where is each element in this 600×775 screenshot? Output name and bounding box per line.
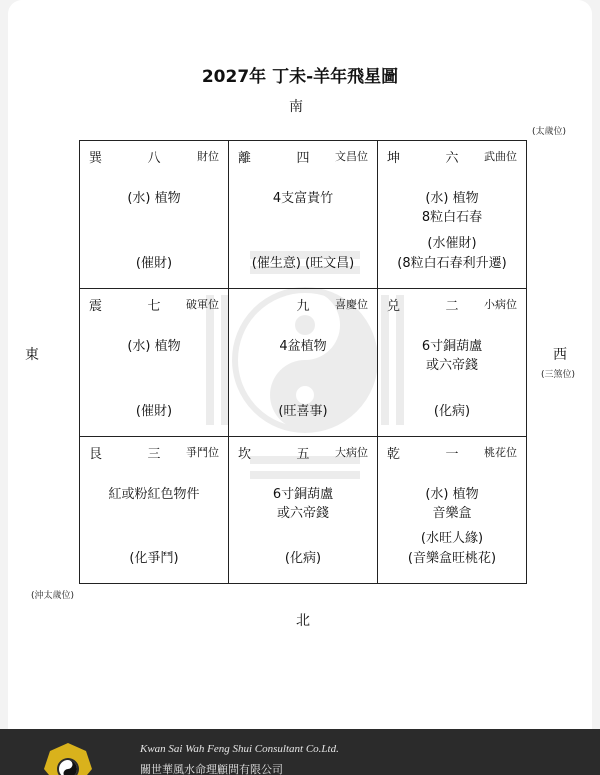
cell-kan — [229, 437, 378, 583]
cell-bottom-text: (水旺人緣) — [420, 531, 484, 546]
cell-zhen — [80, 289, 229, 437]
cell-dui — [378, 289, 526, 437]
company-name-english: Kwan Sai Wah Feng Shui Consultant Co.Ltd. — [140, 743, 339, 755]
bagua-logo-icon — [42, 741, 94, 775]
cell-main-text: 或六帝錢 — [276, 506, 329, 521]
star-number: 七 — [147, 299, 161, 314]
star-number: 二 — [445, 299, 459, 314]
direction-east: 東 — [25, 347, 39, 363]
cell-main-text: 8粒白石春 — [421, 210, 483, 225]
cell-main-text: (水) 植物 — [425, 487, 479, 502]
trigram-label: 坎 — [238, 447, 252, 462]
star-position-label: 武曲位 — [484, 150, 517, 163]
star-number: 三 — [147, 447, 161, 462]
cell-kun — [378, 141, 526, 289]
star-number: 四 — [296, 151, 310, 166]
trigram-label: 巽 — [89, 151, 103, 166]
cell-main-text: (水) 植物 — [127, 339, 181, 354]
cell-bottom-text: (催財) — [135, 404, 173, 419]
star-number: 八 — [147, 151, 161, 166]
flying-star-grid — [79, 140, 527, 584]
page-title: 2027年 丁未-羊年飛星圖 — [201, 67, 399, 87]
cell-main-text: (水) 植物 — [127, 191, 181, 206]
cell-main-text: 4盆植物 — [279, 339, 327, 354]
direction-south: 南 — [289, 99, 303, 115]
star-number: 六 — [445, 151, 459, 166]
cell-main-text: 6寸銅葫盧 — [272, 487, 334, 502]
star-position-label: 破軍位 — [186, 298, 219, 311]
trigram-label: 坤 — [387, 151, 401, 166]
star-number: 五 — [296, 447, 310, 462]
trigram-label: 離 — [238, 151, 252, 166]
cell-main-text: 音樂盒 — [432, 506, 472, 521]
star-number: 九 — [296, 299, 310, 314]
cell-main-text: 6寸銅葫盧 — [421, 339, 483, 354]
direction-west: 西 — [553, 347, 567, 363]
cell-main-text: 紅或粉紅色物件 — [108, 487, 200, 502]
cell-xun — [80, 141, 229, 289]
star-position-label: 小病位 — [484, 298, 517, 311]
tai-sui-note: (太歲位) — [532, 127, 567, 137]
cell-main-text: (水) 植物 — [425, 191, 479, 206]
cell-li — [229, 141, 378, 289]
star-position-label: 大病位 — [335, 446, 368, 459]
chong-tai-sui-note: (沖太歲位) — [31, 591, 75, 601]
company-name-chinese: 關世華風水命理顧問有限公司 — [140, 763, 283, 775]
cell-bottom-text: (催財) — [135, 256, 173, 271]
cell-bottom-text: (旺喜事) — [278, 404, 328, 419]
star-position-label: 文昌位 — [335, 150, 368, 163]
cell-bottom-text: (化病) — [284, 551, 322, 566]
cell-bottom-text: (催生意) (旺文昌) — [251, 256, 355, 271]
footer-bar — [0, 729, 600, 775]
trigram-label: 兑 — [387, 299, 401, 314]
star-number: 一 — [445, 447, 459, 462]
cell-gen — [80, 437, 229, 583]
cell-bottom-text: (化爭鬥) — [129, 551, 179, 566]
star-position-label: 財位 — [197, 150, 219, 163]
star-position-label: 爭鬥位 — [186, 446, 219, 459]
cell-bottom-text: (化病) — [433, 404, 471, 419]
trigram-label: 艮 — [89, 447, 103, 462]
direction-north: 北 — [296, 613, 310, 629]
trigram-label: 震 — [89, 299, 103, 314]
cell-main-text: 或六帝錢 — [425, 358, 478, 373]
cell-bottom-text: (音樂盒旺桃花) — [407, 551, 497, 566]
cell-main-text: 4支富貴竹 — [272, 191, 334, 206]
cell-bottom-text: (水催財) — [427, 236, 477, 251]
cell-qian — [378, 437, 526, 583]
cell-center — [229, 289, 378, 437]
star-position-label: 喜慶位 — [335, 298, 368, 311]
star-position-label: 桃花位 — [484, 446, 517, 459]
san-sha-note: (三煞位) — [541, 370, 576, 380]
trigram-label: 乾 — [387, 447, 401, 462]
cell-bottom-text: (8粒白石春利升遷) — [397, 256, 507, 271]
